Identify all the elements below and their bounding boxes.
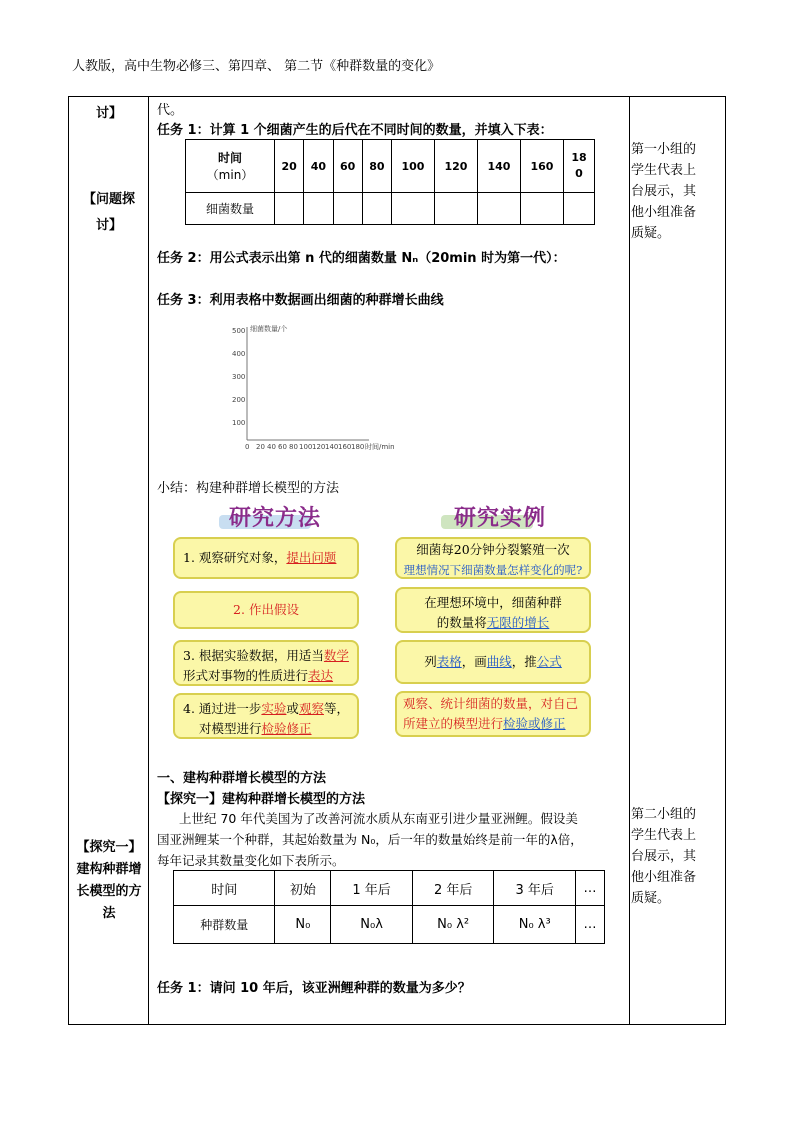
- paragraph-line: 上世纪 70 年代美国为了改善河流水质从东南亚引进少量亚洲鲤。假设美: [179, 811, 578, 826]
- x-tick: 160: [338, 443, 352, 451]
- bacteria-table: [185, 139, 595, 225]
- task-3-curve: 任务 3：利用表格中数据画出细菌的种群增长曲线: [157, 293, 444, 308]
- example-box-2: [395, 587, 591, 633]
- x-tick: 0: [245, 443, 250, 451]
- header-cell: 1 年后: [331, 871, 413, 906]
- box-text: 在理想环境中，细菌种群: [424, 595, 562, 610]
- box-highlight: 检验修正: [261, 721, 312, 736]
- teacher-note-1: [631, 139, 721, 244]
- header-cell: 2 年后: [412, 871, 494, 906]
- growth-chart-frame: [229, 321, 399, 455]
- note-line: 他小组准备: [631, 870, 697, 885]
- time-cell: 140: [477, 140, 520, 193]
- teacher-note-2: [631, 804, 721, 909]
- task-1-bacteria: 任务 1：计算 1 个细菌产生的后代在不同时间的数量，并填入下表：: [157, 123, 553, 138]
- left-label: 讨】: [95, 218, 122, 233]
- paragraph-line: 国亚洲鲤某一个种群，其起始数量为 N₀，后一年的数量始终是前一年的λ倍，: [157, 832, 583, 847]
- method-box-2: [173, 591, 359, 629]
- method-box-3: [173, 640, 359, 686]
- box-text: 1. 观察研究对象，: [183, 550, 287, 565]
- box-text: 列: [424, 654, 437, 669]
- row-label: 种群数量: [174, 906, 275, 944]
- value-cell: N₀ λ²: [412, 906, 494, 944]
- time-cell: 40: [304, 140, 333, 193]
- box-text: 观察、统计细菌的数量，对自己: [403, 696, 579, 711]
- header-cell: 初始: [275, 871, 331, 906]
- summary-heading: 小结：构建种群增长模型的方法: [157, 481, 340, 496]
- paragraph-line: 每年记录其数量变化如下表所示。: [157, 853, 345, 868]
- explore-title: 【探究一】建构种群增长模型的方法: [157, 792, 366, 807]
- x-tick: 60: [278, 443, 287, 451]
- note-line: 他小组准备: [631, 205, 697, 220]
- box-highlight: 实验: [261, 701, 287, 716]
- time-cell-last-line: 0: [575, 167, 583, 180]
- time-cell: 160: [520, 140, 563, 193]
- box-text: 形式对事物的性质进行: [183, 668, 309, 683]
- section-title: 一、建构种群增长模型的方法: [157, 771, 327, 786]
- box-text: ，画: [461, 654, 487, 669]
- x-tick: 80: [289, 443, 298, 451]
- box-highlight: 公式: [536, 654, 562, 669]
- box-highlight: 提出问题: [286, 550, 337, 565]
- box-text: 的数量将: [436, 615, 487, 630]
- time-header-unit: （min）: [206, 168, 254, 182]
- chart-xlabel: 时间/min: [365, 443, 395, 451]
- x-tick: 20: [256, 443, 265, 451]
- time-cell: 120: [434, 140, 477, 193]
- empty-cell[interactable]: [275, 193, 304, 225]
- example-box-3: [395, 640, 591, 684]
- y-tick: 100: [232, 419, 246, 427]
- empty-cell[interactable]: [392, 193, 435, 225]
- box-text: 3. 根据实验数据，用适当: [183, 648, 324, 663]
- box-highlight: 数学: [323, 648, 349, 663]
- box-highlight: 无限的增长: [486, 615, 550, 630]
- x-tick: 140: [325, 443, 339, 451]
- column-divider: [629, 97, 630, 1024]
- time-cell: 100: [392, 140, 435, 193]
- left-label: 建构种群增: [76, 862, 142, 877]
- x-tick: 120: [312, 443, 326, 451]
- x-tick: 100: [299, 443, 313, 451]
- x-tick: 40: [267, 443, 276, 451]
- y-tick: 400: [232, 350, 246, 358]
- chart-ylabel: 细菌数量/个: [250, 325, 288, 333]
- empty-cell[interactable]: [304, 193, 333, 225]
- task-2-formula: 任务 2：用公式表示出第 n 代的细菌数量 Nₙ（20min 时为第一代）：: [157, 251, 566, 266]
- left-label: 法: [102, 906, 116, 921]
- box-highlight: 表格: [436, 654, 462, 669]
- header-cell: 3 年后: [494, 871, 576, 906]
- note-line: 台展示，其: [631, 184, 697, 199]
- header-cell: 时间: [174, 871, 275, 906]
- left-label: 【问题探: [82, 192, 135, 207]
- box-text: 4. 通过进一步: [183, 701, 262, 716]
- value-cell: …: [575, 906, 604, 944]
- method-box-1: [173, 537, 359, 579]
- time-cell: 20: [275, 140, 304, 193]
- note-line: 学生代表上: [631, 828, 697, 843]
- note-line: 学生代表上: [631, 163, 697, 178]
- box-highlight: 检验或修正: [503, 716, 566, 731]
- box-text: 等，: [323, 701, 349, 716]
- value-cell: N₀ λ³: [494, 906, 576, 944]
- box-highlight: 观察: [298, 701, 324, 716]
- box-text: 或: [286, 701, 299, 716]
- note-line: 第一小组的: [631, 142, 697, 157]
- population-table: [173, 870, 605, 944]
- time-cell: 60: [333, 140, 362, 193]
- box-highlight: 曲线: [486, 654, 512, 669]
- lesson-table: [68, 96, 726, 1025]
- value-cell: N₀: [275, 906, 331, 944]
- header-cell: …: [575, 871, 604, 906]
- box-text: 理想情况下细菌数量怎样变化的呢?: [403, 563, 583, 577]
- left-label: 讨】: [95, 106, 122, 121]
- box-text: 所建立的模型进行: [403, 716, 504, 731]
- task-4-question: 任务 1：请问 10 年后，该亚洲鲤种群的数量为多少？: [157, 981, 471, 996]
- value-cell: N₀λ: [331, 906, 413, 944]
- time-header-label: 时间: [217, 151, 242, 165]
- box-text: 细菌每20分钟分裂繁殖一次: [416, 542, 570, 557]
- example-box-4: [395, 691, 591, 737]
- row-label: 细菌数量: [186, 193, 275, 225]
- time-header-cell: [186, 140, 275, 193]
- time-cell-last-line: 18: [571, 151, 587, 164]
- time-cell-last: [564, 140, 595, 193]
- y-tick: 500: [232, 327, 246, 335]
- box-text: ，推: [511, 654, 537, 669]
- empty-cell[interactable]: [333, 193, 362, 225]
- x-tick: 180: [351, 443, 365, 451]
- example-banner: 研究实例: [454, 506, 547, 531]
- note-line: 台展示，其: [631, 849, 697, 864]
- note-line: 质疑。: [631, 226, 671, 241]
- left-label: 【探究一】: [76, 840, 142, 855]
- box-text: 2. 作出假设: [233, 602, 299, 617]
- empty-cell[interactable]: [564, 193, 595, 225]
- note-line: 质疑。: [631, 891, 671, 906]
- box-highlight: 表达: [308, 668, 334, 683]
- empty-cell[interactable]: [434, 193, 477, 225]
- empty-cell[interactable]: [362, 193, 391, 225]
- y-tick: 200: [232, 396, 246, 404]
- example-box-1: [395, 537, 591, 579]
- page-header: 人教版，高中生物必修三、第四章、 第二节《种群数量的变化》: [72, 59, 441, 74]
- box-text: 对模型进行: [199, 721, 262, 736]
- empty-cell[interactable]: [520, 193, 563, 225]
- lead-text: 代。: [157, 103, 184, 118]
- note-line: 第二小组的: [631, 807, 697, 822]
- empty-cell[interactable]: [477, 193, 520, 225]
- left-label: 长模型的方: [76, 884, 142, 899]
- time-cell: 80: [362, 140, 391, 193]
- method-banner: 研究方法: [229, 506, 322, 531]
- method-box-4: [173, 693, 359, 739]
- y-tick: 300: [232, 373, 246, 381]
